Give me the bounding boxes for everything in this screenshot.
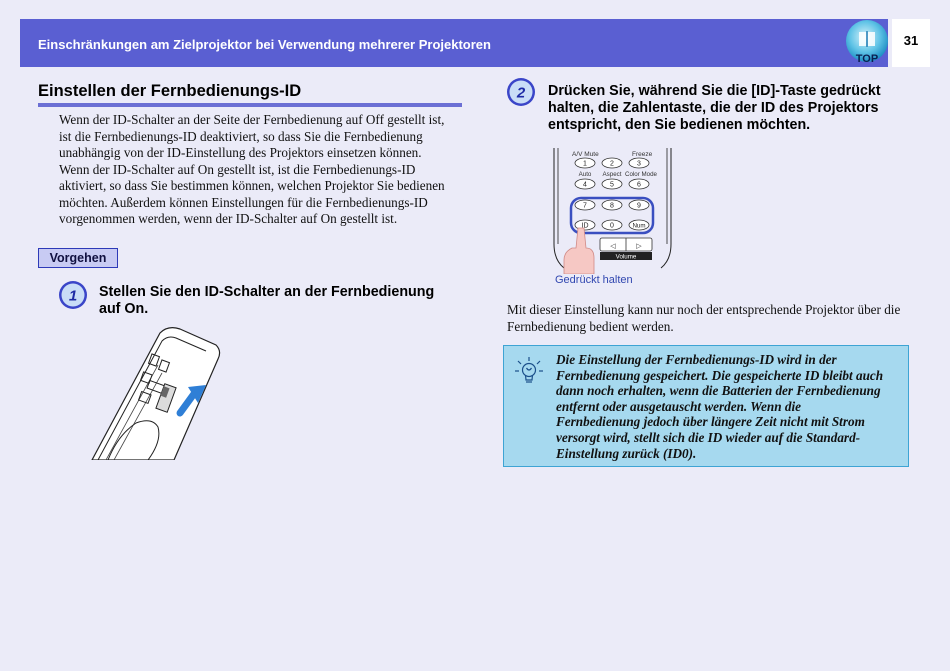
- section-title: Einstellen der Fernbedienungs-ID: [38, 82, 302, 100]
- note-line: Fernbedienung gespeichert. Die gespeicherte ID bleibt auch: [556, 367, 884, 383]
- procedure-label: Vorgehen: [38, 248, 118, 268]
- volume-label: Volume: [615, 253, 637, 261]
- step-1-text: [99, 284, 459, 318]
- step-2-text: [548, 83, 918, 134]
- header-title: Einschränkungen am Zielprojektor bei Verwendung mehrerer Projektoren: [38, 37, 491, 52]
- top-button-label: TOP: [855, 53, 879, 65]
- step-2-line: entspricht, den Sie bedienen möchten.: [548, 117, 811, 133]
- key-6: 6: [637, 181, 641, 189]
- key-label-freeze: Freeze: [632, 151, 653, 158]
- key-5: 5: [610, 181, 614, 189]
- key-7: 7: [583, 202, 587, 210]
- intro-paragraph: [59, 112, 469, 228]
- intro-line: Wenn der ID-Schalter auf On gestellt ist, ist die Fernbedienungs-ID: [59, 161, 416, 177]
- step-1-line: auf On.: [99, 301, 149, 317]
- note-line: Die Einstellung der Fernbedienungs-ID wird in der: [556, 352, 837, 367]
- key-0: 0: [610, 222, 614, 230]
- lightbulb-tip-icon: [514, 356, 544, 386]
- key-2: 2: [610, 160, 614, 168]
- tip-note-box: [503, 345, 909, 467]
- result-paragraph: [507, 302, 917, 335]
- key-label-auto: Auto: [578, 171, 592, 178]
- note-line: Einstellung zurück (ID0).: [556, 445, 697, 461]
- volume-down-icon: ◁: [610, 242, 616, 250]
- intro-line: ist die Fernbedienungs-ID deaktiviert, so dass Sie die Fernbedienung: [59, 128, 423, 144]
- caption-hold-pressed: Gedrückt halten: [555, 274, 633, 286]
- result-line: Mit dieser Einstellung kann nur noch der entsprechende Projektor über die: [507, 302, 901, 317]
- page-number: 31: [892, 19, 930, 67]
- remote-side-illustration: [88, 325, 228, 460]
- intro-line: Wenn der ID-Schalter an der Seite der Fernbedienung auf Off gestellt ist,: [59, 112, 445, 127]
- intro-line: unabhängig von der ID-Einstellung des Projektors einsetzen können.: [59, 145, 422, 160]
- intro-line: möchten. Außerdem können Einstellungen für die Fernbedienungs-ID: [59, 194, 428, 210]
- key-label-color-mode: Color Mode: [625, 171, 657, 178]
- note-line: versorgt wird, stellt sich die ID wieder auf die Standard-: [556, 429, 861, 445]
- intro-line: aktiviert, so dass Sie bestimmen können, welchen Projektor Sie bedienen: [59, 178, 445, 193]
- intro-line: vorgenommen werden, wenn der ID-Schalter auf On gestellt ist.: [59, 211, 398, 226]
- top-home-icon: [843, 19, 891, 67]
- remote-front-illustration: [550, 148, 675, 274]
- note-line: dann noch erhalten, wenn die Batterien der Fernbedienung: [556, 383, 881, 399]
- key-num: Num: [632, 222, 646, 230]
- step-2-line: halten, die Zahlentaste, die der ID des Projektors: [548, 100, 879, 116]
- key-id: ID: [581, 222, 589, 230]
- note-line: Fernbedienung jedoch über längere Zeit nicht mit Strom: [556, 414, 865, 430]
- step-2-number: 2: [516, 84, 526, 102]
- step-1-badge-icon: [58, 280, 88, 310]
- volume-up-icon: ▷: [636, 242, 642, 250]
- step-1-number: 1: [68, 287, 78, 305]
- key-8: 8: [610, 202, 614, 210]
- result-line: Fernbedienung bedient werden.: [507, 318, 674, 334]
- section-divider: [38, 103, 462, 107]
- key-3: 3: [637, 160, 641, 168]
- tip-note-text: [556, 352, 902, 461]
- key-4: 4: [583, 181, 587, 189]
- key-9: 9: [637, 202, 641, 210]
- page-header: [20, 19, 888, 67]
- step-2-badge-icon: [506, 77, 536, 107]
- note-line: entfernt oder ausgetauscht werden. Wenn die: [556, 398, 801, 414]
- top-button[interactable]: [843, 19, 891, 67]
- step-2-line: Drücken Sie, während Sie die [ID]-Taste gedrückt: [548, 83, 881, 99]
- key-label-av-mute: A/V Mute: [572, 151, 599, 158]
- key-1: 1: [583, 160, 587, 168]
- key-label-aspect: Aspect: [602, 171, 622, 178]
- step-1-line: Stellen Sie den ID-Schalter an der Fernbedienung: [99, 284, 435, 300]
